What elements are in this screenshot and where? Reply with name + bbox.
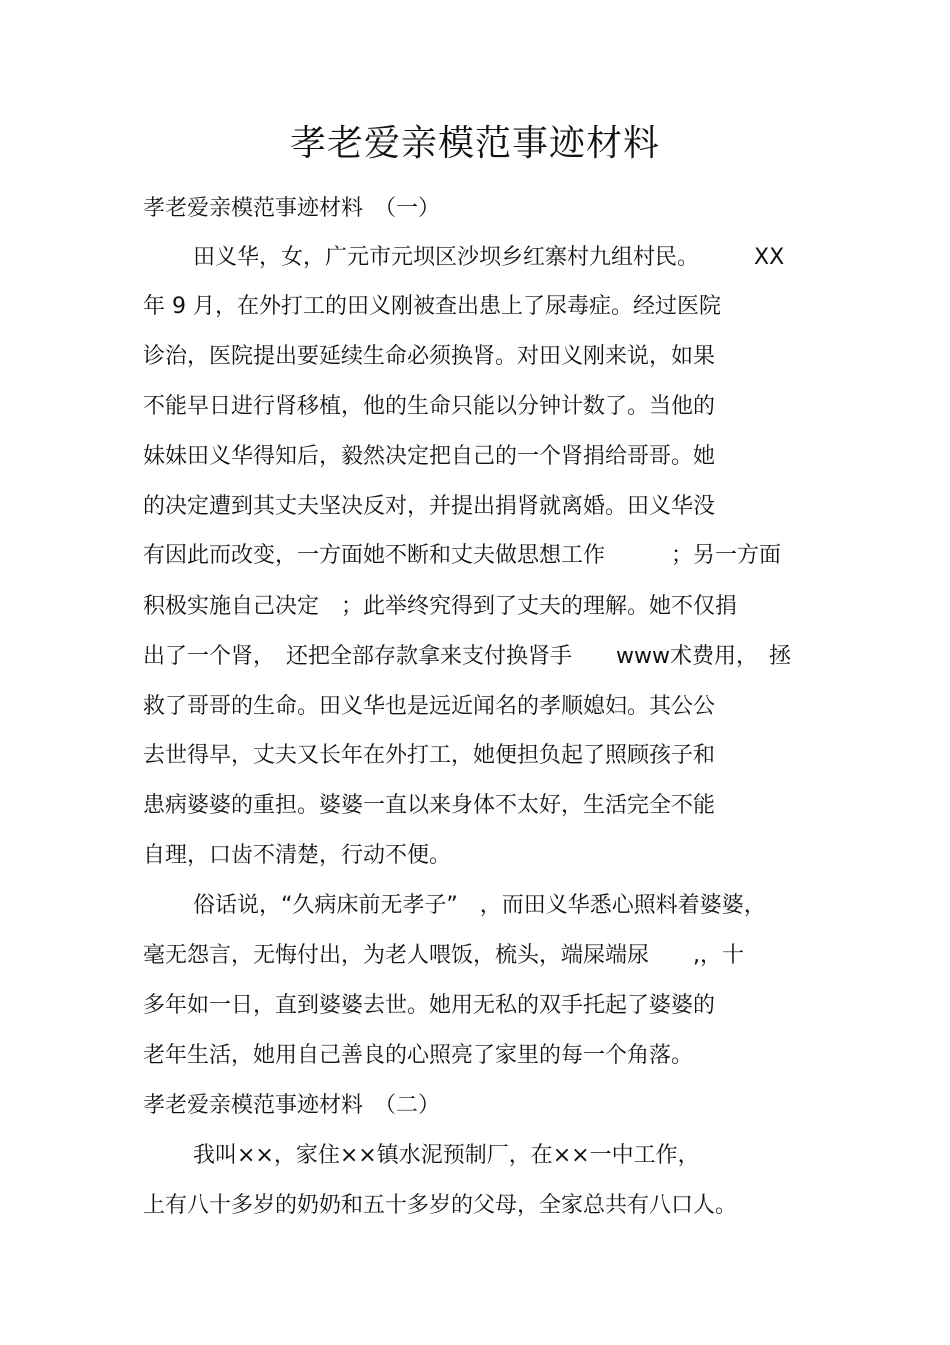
section-heading-1: 孝老爱亲模范事迹材料 （一） (143, 196, 441, 221)
paragraph-line: 患病婆婆的重担。婆婆一直以来身体不太好，生活完全不能 (143, 793, 716, 818)
paragraph-line: 田义华，女，广元市元坝区沙坝乡红寨村九组村民。 XX (193, 245, 785, 270)
paragraph-line: 我叫××，家住××镇水泥预制厂，在××一中工作， (193, 1143, 700, 1168)
paragraph-line: 毫无怨言，无悔付出，为老人喂饭，梳头，端屎端尿 ,，十 (143, 943, 744, 968)
paragraph-line: 积极实施自己决定 ；此举终究得到了丈夫的理解。她不仅捐 (143, 594, 738, 619)
document-title: 孝老爱亲模范事迹材料 (289, 123, 660, 164)
paragraph-line: 年 9 月，在外打工的田义刚被查出患上了尿毒症。经过医院 (143, 294, 721, 319)
paragraph-line: 自理，口齿不清楚，行动不便。 (143, 843, 452, 868)
paragraph-line: 诊治，医院提出要延续生命必须换肾。对田义刚来说，如果 (143, 344, 716, 369)
paragraph-line: 的决定遭到其丈夫坚决反对，并提出捐肾就离婚。田义华没 (143, 494, 716, 519)
paragraph-line: 上有八十多岁的奶奶和五十多岁的父母，全家总共有八口人。 (143, 1193, 738, 1218)
paragraph-line: 老年生活，她用自己善良的心照亮了家里的每一个角落。 (143, 1043, 694, 1068)
paragraph-line: 妹妹田义华得知后，毅然决定把自己的一个肾捐给哥哥。她 (143, 444, 716, 469)
paragraph-line: 去世得早，丈夫又长年在外打工，她便担负起了照顾孩子和 (143, 743, 716, 768)
section-heading-2: 孝老爱亲模范事迹材料 （二） (143, 1093, 441, 1118)
paragraph-line: 救了哥哥的生命。田义华也是远近闻名的孝顺媳妇。其公公 (143, 694, 716, 719)
paragraph-line: 多年如一日，直到婆婆去世。她用无私的双手托起了婆婆的 (143, 993, 716, 1018)
paragraph-line: 有因此而改变，一方面她不断和丈夫做思想工作 ；另一方面 (143, 543, 782, 568)
paragraph-line: 俗话说，“久病床前无孝子” ，而田义华悉心照料着婆婆， (193, 893, 766, 918)
paragraph-line: 出了一个肾， 还把全部存款拿来支付换肾手 www术费用， 拯 (143, 644, 791, 669)
paragraph-line: 不能早日进行肾移植，他的生命只能以分钟计数了。当他的 (143, 394, 716, 419)
